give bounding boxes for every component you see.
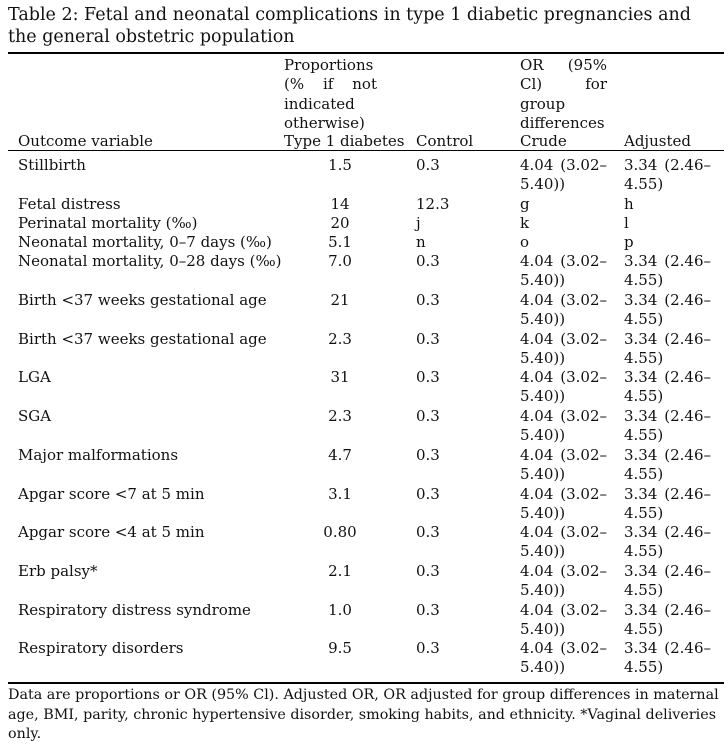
cell-control: 0.3 [416,330,440,348]
bottom-rule [8,682,724,684]
cell-outcome: Major malformations [18,446,179,464]
cell-type1: 1.5 [328,156,352,174]
cell-type1: 21 [330,291,350,309]
cell-outcome: Fetal distress [18,195,121,213]
header-type1: Type 1 diabetes [284,132,405,150]
cell-type1: 7.0 [328,252,352,270]
cell-adjusted: 3.34 (2.46–4.55) [624,601,711,639]
header-proportions: Proportions (% if not indicated otherwise) [284,56,377,132]
cell-adjusted: 3.34 (2.46–4.55) [624,485,711,523]
cell-type1: 0.80 [323,523,357,541]
cell-outcome: Neonatal mortality, 0–7 days (‰) [18,233,272,251]
header-adjusted: Adjusted [624,132,691,150]
cell-control: 0.3 [416,446,440,464]
cell-adjusted: h [624,195,634,213]
cell-type1: 2.3 [328,330,352,348]
cell-crude: 4.04 (3.02–5.40)) [520,156,607,194]
cell-adjusted: 3.34 (2.46–4.55) [624,368,711,406]
cell-type1: 5.1 [328,233,352,251]
cell-control: 0.3 [416,601,440,619]
top-rule [8,52,724,54]
cell-crude: 4.04 (3.02–5.40)) [520,407,607,445]
cell-type1: 2.3 [328,407,352,425]
cell-crude: 4.04 (3.02–5.40)) [520,330,607,368]
cell-adjusted: l [624,214,629,232]
cell-type1: 31 [330,368,350,386]
cell-control: 0.3 [416,368,440,386]
cell-crude: 4.04 (3.02–5.40)) [520,639,607,677]
header-or: OR (95% Cl) for group differences [520,56,607,132]
cell-control: 12.3 [416,195,450,213]
cell-outcome: SGA [18,407,52,425]
cell-crude: 4.04 (3.02–5.40)) [520,368,607,406]
cell-control: 0.3 [416,485,440,503]
cell-crude: o [520,233,530,251]
cell-type1: 9.5 [328,639,352,657]
cell-control: 0.3 [416,523,440,541]
cell-crude: 4.04 (3.02–5.40)) [520,601,607,639]
cell-type1: 20 [330,214,350,232]
cell-control: 0.3 [416,252,440,270]
cell-adjusted: 3.34 (2.46–4.55) [624,252,711,290]
cell-control: n [416,233,426,251]
cell-adjusted: 3.34 (2.46–4.55) [624,291,711,329]
cell-adjusted: 3.34 (2.46–4.55) [624,407,711,445]
cell-control: j [416,214,421,232]
cell-adjusted: 3.34 (2.46–4.55) [624,156,711,194]
cell-adjusted: 3.34 (2.46–4.55) [624,523,711,561]
cell-outcome: Birth <37 weeks gestational age [18,330,267,348]
cell-adjusted: p [624,233,634,251]
cell-control: 0.3 [416,407,440,425]
table-caption: Table 2: Fetal and neonatal complications in type 1 diabetic pregnancies and the general obstetric population [8,5,691,47]
cell-control: 0.3 [416,156,440,174]
cell-outcome: LGA [18,368,51,386]
table-footnote: Data are proportions or OR (95% Cl). Adjusted OR, OR adjusted for group differences in maternal age, BMI, parity, chronic hypertensive disorder, smoking habits, and ethnicity. *Vaginal deliveries only. [8,687,719,742]
cell-type1: 4.7 [328,446,352,464]
cell-crude: 4.04 (3.02–5.40)) [520,291,607,329]
cell-type1: 2.1 [328,562,352,580]
cell-crude: g [520,195,530,213]
header-control: Control [416,132,474,150]
cell-adjusted: 3.34 (2.46–4.55) [624,639,711,677]
cell-adjusted: 3.34 (2.46–4.55) [624,330,711,368]
cell-control: 0.3 [416,562,440,580]
cell-outcome: Respiratory distress syndrome [18,601,251,619]
cell-crude: 4.04 (3.02–5.40)) [520,252,607,290]
cell-outcome: Apgar score <7 at 5 min [18,485,205,503]
cell-type1: 14 [330,195,350,213]
cell-outcome: Neonatal mortality, 0–28 days (‰) [18,252,282,270]
cell-outcome: Apgar score <4 at 5 min [18,523,205,541]
cell-type1: 1.0 [328,601,352,619]
header-outcome: Outcome variable [18,132,153,150]
cell-crude: k [520,214,530,232]
header-rule [8,150,724,151]
cell-crude: 4.04 (3.02–5.40)) [520,523,607,561]
cell-outcome: Erb palsy* [18,562,98,580]
cell-outcome: Stillbirth [18,156,86,174]
cell-outcome: Perinatal mortality (‰) [18,214,198,232]
cell-outcome: Respiratory disorders [18,639,184,657]
cell-outcome: Birth <37 weeks gestational age [18,291,267,309]
cell-crude: 4.04 (3.02–5.40)) [520,562,607,600]
cell-crude: 4.04 (3.02–5.40)) [520,485,607,523]
cell-adjusted: 3.34 (2.46–4.55) [624,562,711,600]
cell-control: 0.3 [416,639,440,657]
cell-type1: 3.1 [328,485,352,503]
header-crude: Crude [520,132,567,150]
cell-crude: 4.04 (3.02–5.40)) [520,446,607,484]
cell-control: 0.3 [416,291,440,309]
cell-adjusted: 3.34 (2.46–4.55) [624,446,711,484]
